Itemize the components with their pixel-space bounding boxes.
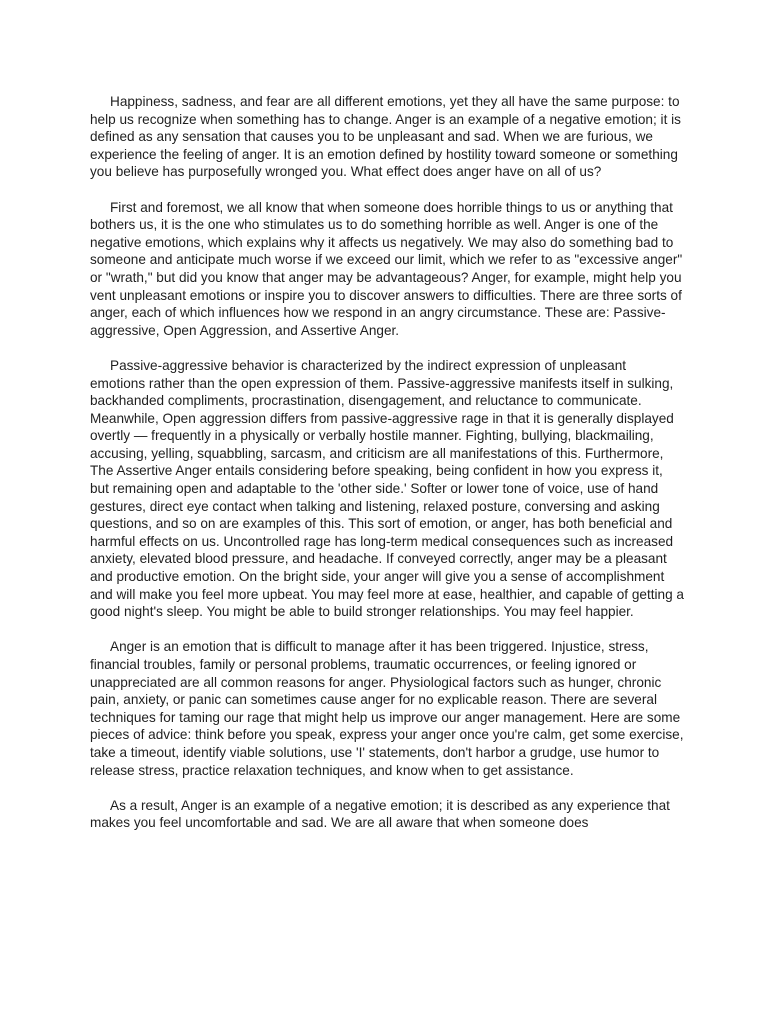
paragraph-4: Anger is an emotion that is difficult to manage after it has been triggered. Injustice, stress, financial troubles, family or personal problems, traumatic occurrences, or feeling ignored or unappreciated are all common reasons for anger. Physiological factors such as hunger, chronic pain, anxiety, or panic can sometimes cause anger for no explicable reason. There are several techniques for taming our rage that might help us improve our anger management. Here are some pieces of advice: think before you speak, express your anger once you're calm, get some exercise, take a timeout, identify viable solutions, use 'I' statements, don't harbor a grudge, use humor to release stress, practice relaxation techniques, and know when to get assistance.: [90, 639, 684, 778]
document-body: [90, 93, 685, 850]
paragraph-2: First and foremost, we all know that when someone does horrible things to us or anything that bothers us, it is the one who stimulates us to do something horrible as well. Anger is one of the negative emotions, which explains why it affects us negatively. We may also do something bad to someone and anticipate much worse if we exceed our limit, which we refer to as "excessive anger" or "wrath," but did you know that anger may be advantageous? Anger, for example, might help you vent unpleasant emotions or inspire you to discover answers to difficulties. There are three sorts of anger, each of which influences how we respond in an angry circumstance. These are: Passive-aggressive, Open Aggression, and Assertive Anger.: [90, 199, 683, 338]
paragraph-3: Passive-aggressive behavior is characterized by the indirect expression of unpleasant emotions rather than the open expression of them. Passive-aggressive manifests itself in sulking, backhanded compliments, procrastination, disengagement, and reluctance to communicate. Meanwhile, Open aggression differs from passive-aggressive rage in that it is generally displayed overtly — frequently in a physically or verbally hostile manner. Fighting, bullying, blackmailing, accusing, yelling, squabbling, sarcasm, and criticism are all manifestations of this. Furthermore, The Assertive Anger entails considering before speaking, being confident in how you express it, but remaining open and adaptable to the 'other side.' Softer or lower tone of voice, use of hand gestures, direct eye contact when talking and listening, relaxed posture, conversing and asking questions, and so on are examples of this. This sort of emotion, or anger, has both beneficial and harmful effects on us. Uncontrolled rage has long-term medical consequences such as increased anxiety, elevated blood pressure, and headache. If conveyed correctly, anger may be a pleasant and productive emotion. On the bright side, your anger will give you a sense of accomplishment and will make you feel more upbeat. You may feel more at ease, healthier, and capable of getting a good night's sleep. You might be able to build stronger relationships. You may feel happier.: [90, 357, 684, 620]
paragraph-1: Happiness, sadness, and fear are all different emotions, yet they all have the same purpose: to help us recognize when something has to change. Anger is an example of a negative emotion; it is defined as any sensation that causes you to be unpleasant and sad. When we are furious, we experience the feeling of anger. It is an emotion defined by hostility toward someone or something you believe has purposefully wronged you. What effect does anger have on all of us?: [90, 94, 681, 180]
paragraph-5: As a result, Anger is an example of a negative emotion; it is described as any experience that makes you feel uncomfortable and sad. We are all aware that when someone does: [90, 797, 670, 831]
